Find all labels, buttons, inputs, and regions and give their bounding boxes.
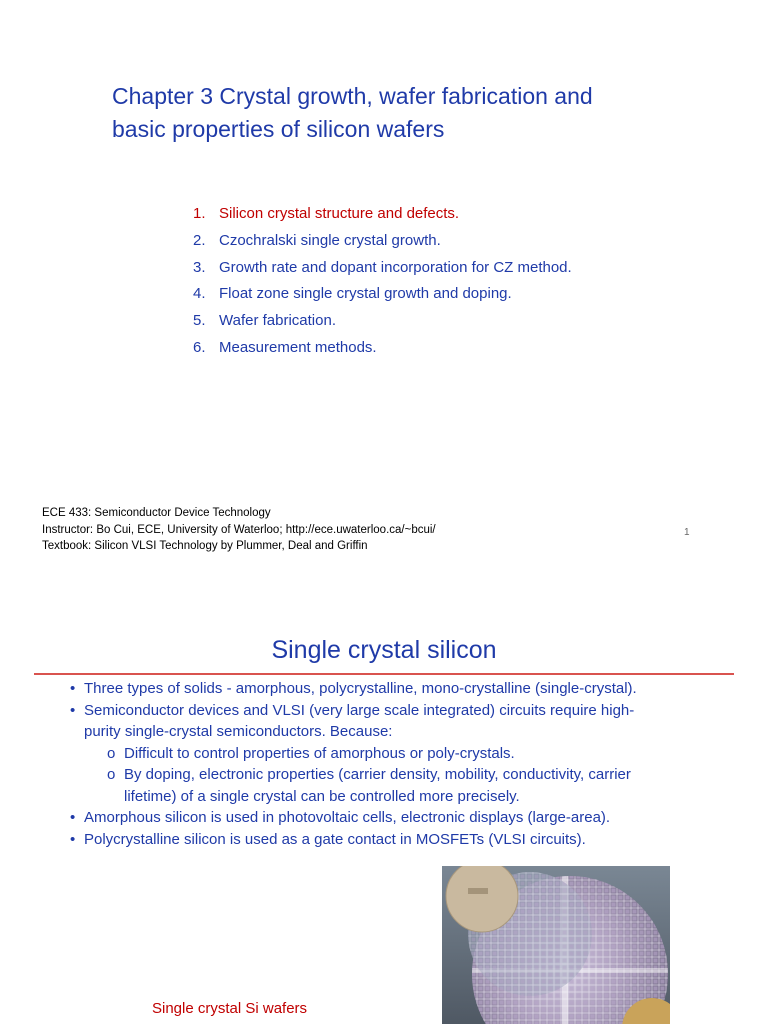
bullet-dot-icon: • [70, 701, 76, 719]
title-divider [34, 673, 734, 675]
slide-2-title: Single crystal silicon [271, 636, 497, 664]
slide-1-title [112, 80, 672, 146]
sub-bullet-item: o By doping, electronic properties (carrier density, mobility, conductivity, carrier lifetime) of a single crystal can be controlled more precisely. [107, 766, 631, 805]
silicon-wafers-photo [442, 866, 670, 1024]
footer-line: Instructor: Bo Cui, ECE, University of Waterloo; http://ece.uwaterloo.ca/~bcui/ [42, 523, 436, 536]
bullet-item: • Three types of solids - amorphous, polycrystalline, mono-crystalline (single-crystal). [70, 678, 710, 700]
title-line: basic properties of silicon wafers [112, 116, 445, 142]
footer-line: ECE 433: Semiconductor Device Technology [42, 507, 271, 519]
outline-item: 4. Float zone single crystal growth and doping. [193, 285, 512, 303]
bullet-dot-icon: • [70, 680, 76, 697]
chapter-outline [193, 201, 572, 362]
title-line: Chapter 3 Crystal growth, wafer fabrication and [112, 83, 593, 109]
circle-bullet-icon: o [107, 766, 116, 783]
photo-caption: Single crystal Si wafers [152, 1000, 308, 1017]
outline-item: 3. Growth rate and dopant incorporation for CZ method. [193, 258, 572, 276]
outline-item: 2. Czochralski single crystal growth. [193, 231, 441, 249]
bullet-item: • Polycrystalline silicon is used as a gate contact in MOSFETs (VLSI circuits). [70, 829, 710, 851]
bullet-dot-icon: • [70, 830, 76, 848]
bullet-dot-icon: • [70, 809, 76, 826]
bullet-item: • Semiconductor devices and VLSI (very large scale integrated) circuits require high- purity single-crystal semiconductors. Because: [70, 701, 635, 740]
circle-bullet-icon: o [107, 744, 116, 762]
page-number: 1 [684, 527, 690, 538]
sub-bullet-item: o Difficult to control properties of amorphous or poly-crystals. [70, 743, 710, 765]
outline-item: 1. Silicon crystal structure and defects. [193, 205, 460, 222]
course-footer [42, 505, 436, 555]
page-gap [0, 576, 768, 600]
outline-item: 5. Wafer fabrication. [193, 312, 336, 330]
footer-line: Textbook: Silicon VLSI Technology by Plummer, Deal and Griffin [42, 540, 368, 552]
outline-item: 6. Measurement methods. [193, 338, 377, 356]
bullet-list [70, 678, 710, 850]
bullet-item: • Amorphous silicon is used in photovoltaic cells, electronic displays (large-area). [70, 807, 710, 829]
slide-2 [0, 600, 768, 1024]
